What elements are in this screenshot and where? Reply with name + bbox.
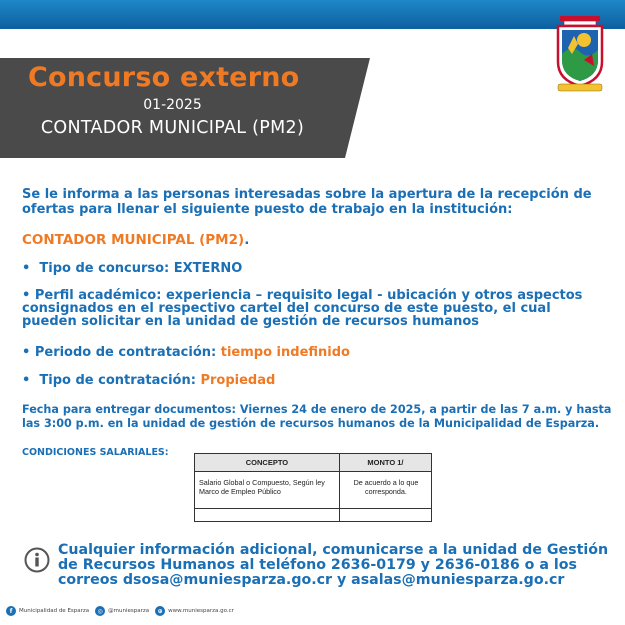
academic-profile-text: Perfil académico: experiencia – requisito legal - ubicación y otros aspectos consignados en el respectivo cartel del concurso de este puesto, el cual pueden solicitar en la unidad de gestión de recursos humanos: [22, 288, 583, 329]
contract-type-label: Tipo de contratación:: [39, 373, 196, 388]
info-icon: [24, 547, 50, 573]
table-cell-concept: Salario Global o Compuesto, Según ley Marco de Empleo Público: [195, 472, 340, 509]
salary-table: [194, 453, 432, 522]
instagram-icon: ◎: [95, 606, 105, 616]
contract-period-label: Periodo de contratación:: [34, 345, 217, 360]
instagram-handle: @muniesparza: [108, 608, 150, 614]
top-bar: [0, 0, 625, 29]
column-header-amount: MONTO 1/: [339, 454, 431, 472]
footer-instagram[interactable]: [95, 606, 149, 616]
bullet-contest-type: • Tipo de concurso: EXTERNO: [22, 261, 243, 276]
salary-conditions-label: CONDICIONES SALARIALES:: [22, 447, 169, 458]
facebook-handle: Municipalidad de Esparza: [19, 608, 90, 614]
position-name-period: .: [244, 232, 250, 248]
banner-position: CONTADOR MUNICIPAL (PM2): [40, 118, 305, 138]
table-cell-empty: [339, 509, 431, 522]
contact-info: Cualquier información adicional, comunicarse a la unidad de Gestión de Recursos Humanos al teléfono 2636-0179 y 2636-0186 o a los correos dsosa@muniesparza.go.cr y asalas@muniesparza.go.cr: [58, 542, 609, 588]
contest-type-text: Tipo de concurso: EXTERNO: [39, 261, 243, 276]
globe-icon: ⊕: [155, 606, 165, 616]
table-cell-amount: De acuerdo a lo que corresponda.: [339, 472, 431, 509]
table-cell-empty: [195, 509, 340, 522]
bullet-contract-period: • Periodo de contratación: tiempo indefinido: [22, 345, 350, 360]
intro-text: Se le informa a las personas interesadas sobre la apertura de la recepción de ofertas para llenar el siguiente puesto de trabajo en la institución:: [22, 187, 592, 217]
contest-code: 01-2025: [143, 97, 202, 113]
position-name-text: CONTADOR MUNICIPAL (PM2): [22, 232, 245, 248]
position-name: [22, 232, 249, 248]
facebook-icon: f: [6, 606, 16, 616]
website-link: www.muniesparza.go.cr: [168, 608, 234, 614]
footer-web[interactable]: [155, 606, 234, 616]
column-header-concept: CONCEPTO: [195, 454, 340, 472]
bullet-contract-type: • Tipo de contratación: Propiedad: [22, 373, 276, 388]
social-footer: [6, 605, 240, 617]
banner-title: Concurso externo: [28, 62, 300, 93]
footer-facebook[interactable]: [6, 606, 89, 616]
table-row-empty: [195, 509, 432, 522]
table-header-row: [195, 454, 432, 472]
contract-period-value: tiempo indefinido: [220, 345, 350, 360]
bullet-academic-profile: • Perfil académico: experiencia – requisito legal - ubicación y otros aspectos consignados en el respectivo cartel del concurso de este puesto, el cual pueden solicitar en la unidad de gestión de recursos humanos: [22, 288, 583, 329]
submission-dates: Fecha para entregar documentos: Viernes 24 de enero de 2025, a partir de las 7 a.m. y hasta las 3:00 p.m. en la unidad de gestión de recursos humanos de la Municipalidad de Esparza.: [22, 403, 612, 430]
municipal-crest-icon: [554, 14, 606, 94]
table-row: [195, 472, 432, 509]
contract-type-value: Propiedad: [200, 373, 276, 388]
